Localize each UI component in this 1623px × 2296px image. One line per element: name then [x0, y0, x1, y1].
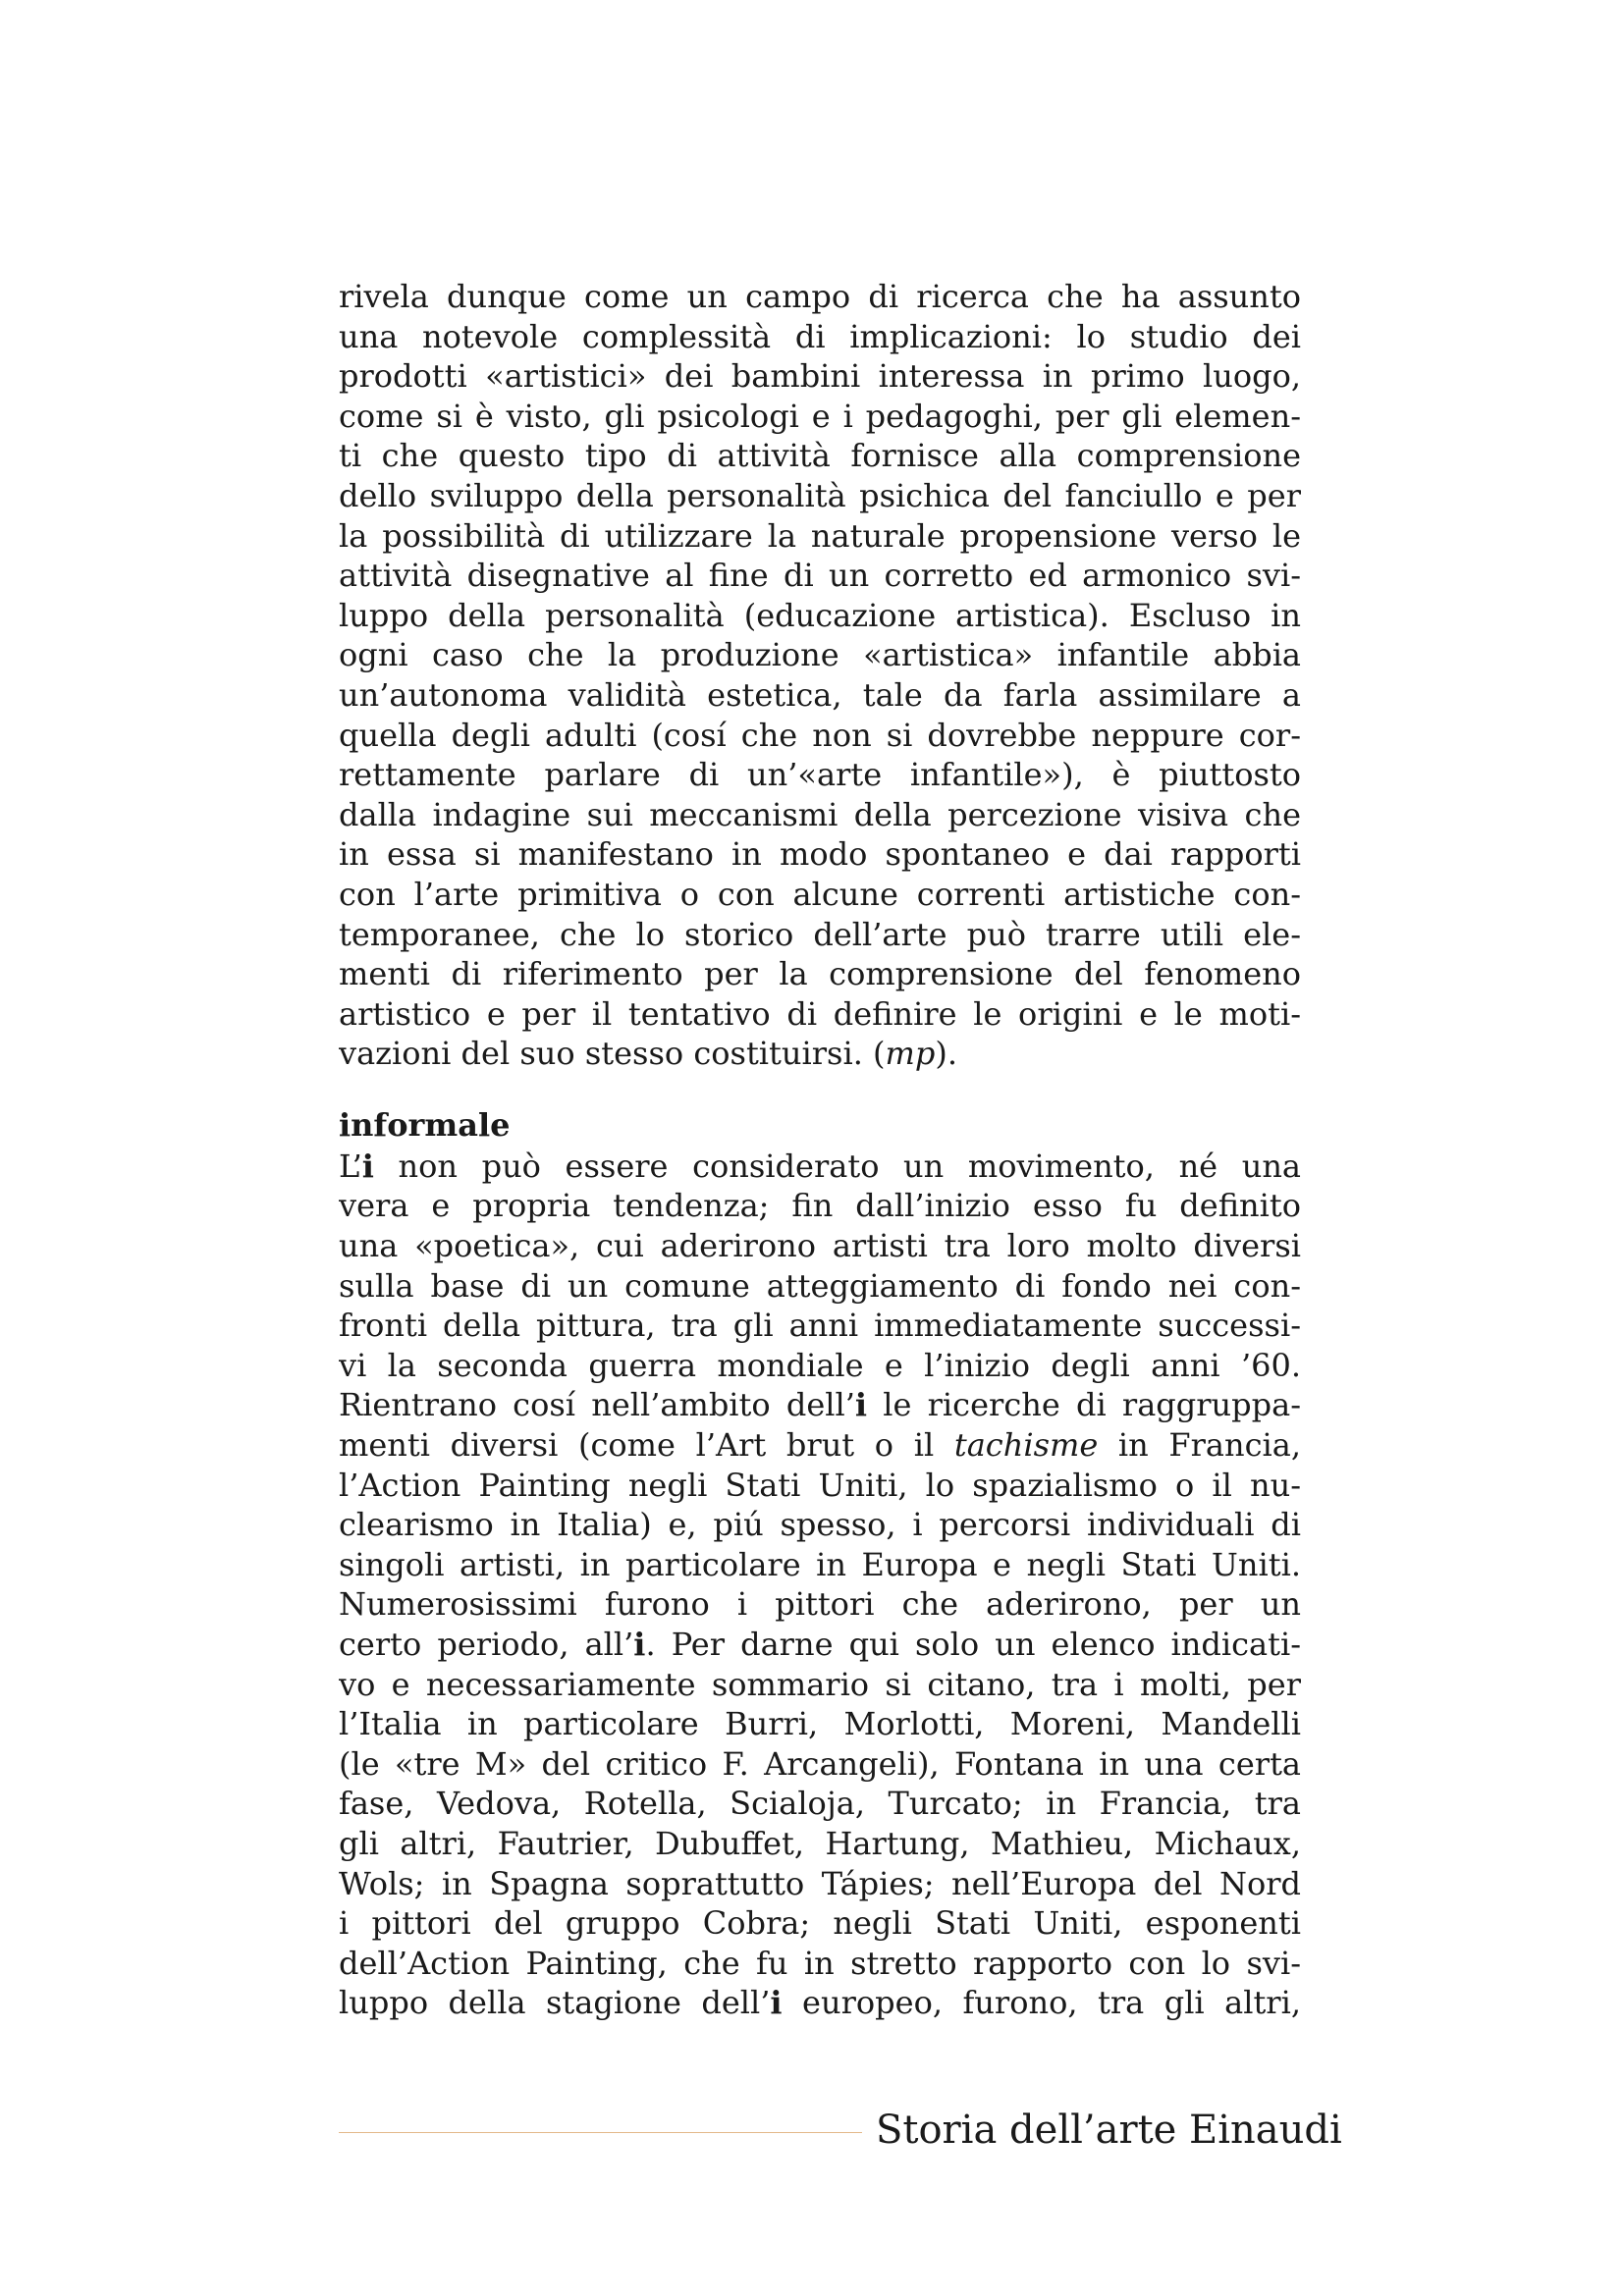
footer-rule — [339, 2132, 862, 2133]
text-line: fase, Vedova, Rotella, Scialoja, Turcato; in Francia, tra — [339, 1785, 1301, 1823]
continuation-paragraph — [339, 277, 1301, 1074]
text-line: menti di riferimento per la comprensione del fenomeno — [339, 955, 1301, 993]
text-segment: L’ — [339, 1147, 362, 1185]
text-line — [339, 1147, 1301, 1187]
text-segment: ). — [935, 1035, 957, 1073]
text-line: ogni caso che la produzione «artistica» infantile abbia — [339, 636, 1301, 674]
text-segment: luppo della stagione dell’ — [339, 1984, 771, 2022]
text-line: vera e propria tendenza; fin dall’inizio esso fu definito — [339, 1187, 1301, 1225]
text-line: una «poetica», cui aderirono artisti tra loro molto diversi — [339, 1227, 1301, 1265]
text-line: fronti della pittura, tra gli anni immediatamente successi- — [339, 1307, 1301, 1345]
text-line: la possibilità di utilizzare la naturale propensione verso le — [339, 516, 1301, 555]
entry-abbreviation: i — [770, 1984, 783, 2022]
text-line: i pittori del gruppo Cobra; negli Stati Uniti, esponenti — [339, 1904, 1301, 1943]
author-initials: mp — [885, 1035, 936, 1073]
text-line: sulla base di un comune atteggiamento di fondo nei con- — [339, 1266, 1301, 1305]
text-line: in essa si manifestano in modo spontaneo e dai rapporti — [339, 835, 1301, 874]
text-segment: non può essere considerato un movimento, né una — [373, 1147, 1301, 1185]
text-line: dalla indagine sui meccanismi della percezione visiva che — [339, 795, 1301, 833]
text-line-last — [339, 1034, 1301, 1074]
text-line: dell’Action Painting, che fu in stretto rapporto con lo svi- — [339, 1944, 1301, 1982]
text-line: temporanee, che lo storico dell’arte può trarre utili ele- — [339, 915, 1301, 953]
text-line: clearismo in Italia) e, piú spesso, i percorsi individuali di — [339, 1506, 1301, 1544]
text-segment: europeo, furono, tra gli altri, — [782, 1984, 1301, 2022]
text-line — [339, 1625, 1301, 1665]
text-line: con l’arte primitiva o con alcune correnti artistiche con- — [339, 875, 1301, 913]
text-segment: menti diversi (come l’Art brut o il — [339, 1426, 954, 1465]
text-segment: in Francia, — [1098, 1426, 1301, 1465]
text-line: prodotti «artistici» dei bambini interessa in primo luogo, — [339, 357, 1301, 396]
text-line: vi la seconda guerra mondiale e l’inizio degli anni ’60. — [339, 1346, 1301, 1384]
entry-abbreviation: i — [361, 1147, 374, 1185]
entry-title: informale — [339, 1105, 511, 1144]
text-segment: Rientrano cosí nell’ambito dell’ — [339, 1386, 855, 1424]
tachisme-term: tachisme — [953, 1426, 1099, 1465]
text-segment: vazioni del suo stesso costituirsi. ( — [339, 1035, 886, 1073]
text-line: una notevole complessità di implicazioni: lo studio dei — [339, 317, 1301, 355]
text-line: (le «tre M» del critico F. Arcangeli), Fontana in una certa — [339, 1744, 1301, 1783]
text-line: un’autonoma validità estetica, tale da farla assimilare a — [339, 675, 1301, 714]
text-line: ti che questo tipo di attività fornisce alla comprensione — [339, 437, 1301, 475]
text-line: l’Italia in particolare Burri, Morlotti, Moreni, Mandelli — [339, 1705, 1301, 1743]
page-text — [339, 277, 1301, 2023]
text-line: attività disegnative al fine di un corretto ed armonico svi- — [339, 557, 1301, 595]
text-line: rivela dunque come un campo di ricerca che ha assunto — [339, 278, 1301, 315]
text-segment: . Per darne qui solo un elenco indicati- — [645, 1626, 1301, 1663]
text-line — [339, 1385, 1301, 1425]
text-line: Wols; in Spagna soprattutto Tápies; nell’Europa del Nord — [339, 1864, 1301, 1902]
text-line: artistico e per il tentativo di definire le origini e le moti- — [339, 994, 1301, 1033]
text-line: singoli artisti, in particolare in Europa e negli Stati Uniti. — [339, 1545, 1301, 1583]
text-line: rettamente parlare di un’«arte infantile»), è piuttosto — [339, 756, 1301, 794]
text-line — [339, 1983, 1301, 2023]
entry-paragraph — [339, 1147, 1301, 2023]
text-line: dello sviluppo della personalità psichica del fanciullo e per — [339, 476, 1301, 514]
text-line: quella degli adulti (cosí che non si dovrebbe neppure cor- — [339, 716, 1301, 754]
entry-abbreviation: i — [854, 1386, 868, 1424]
footer-publication-title: Storia dell’arte Einaudi — [876, 2108, 1342, 2153]
text-segment: certo periodo, all’ — [339, 1626, 634, 1663]
text-line: luppo della personalità (educazione artistica). Escluso in — [339, 596, 1301, 634]
text-line: Numerosissimi furono i pittori che aderirono, per un — [339, 1585, 1301, 1624]
text-line: come si è visto, gli psicologi e i pedagoghi, per gli elemen- — [339, 397, 1301, 435]
text-line — [339, 1425, 1301, 1466]
entry-abbreviation: i — [633, 1626, 646, 1663]
text-line: vo e necessariamente sommario si citano, tra i molti, per — [339, 1665, 1301, 1703]
text-line: gli altri, Fautrier, Dubuffet, Hartung, Mathieu, Michaux, — [339, 1824, 1301, 1862]
text-line: l’Action Painting negli Stati Uniti, lo spazialismo o il nu- — [339, 1466, 1301, 1504]
text-segment: le ricerche di raggruppa- — [867, 1386, 1301, 1424]
